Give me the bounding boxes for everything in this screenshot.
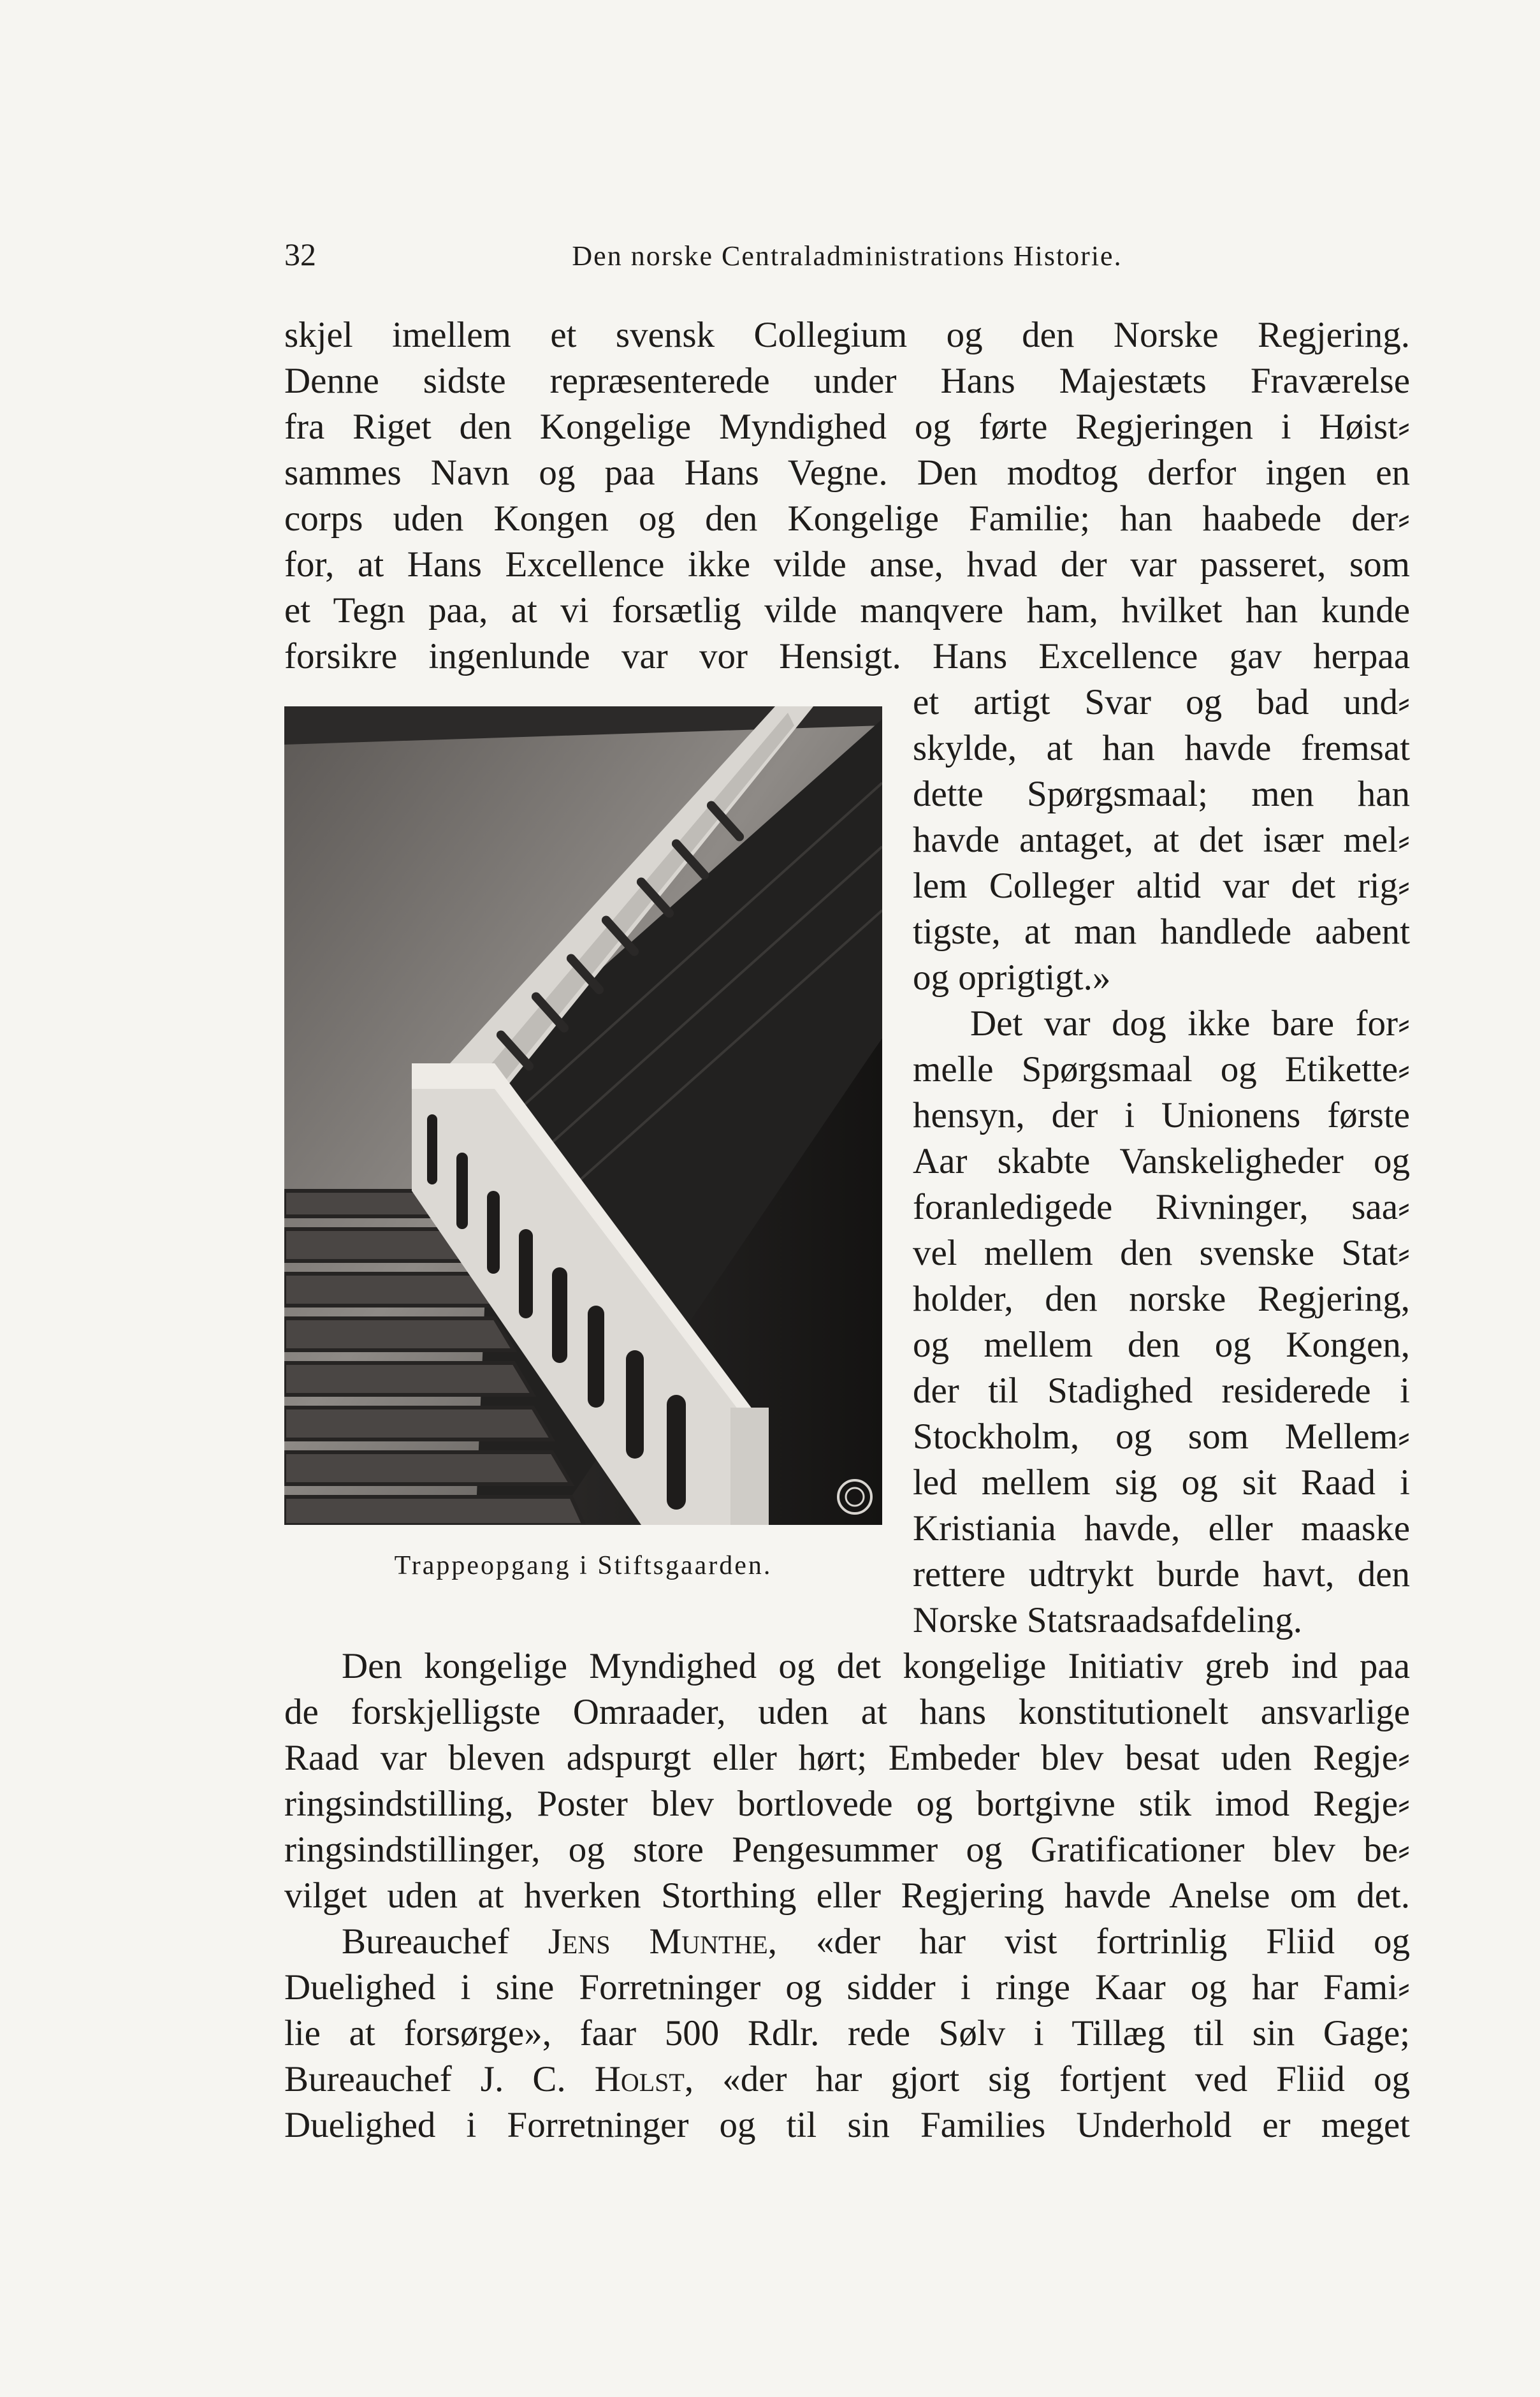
text-line: led mellem sig og sit Raad i xyxy=(913,1462,1410,1503)
text-line: corps uden Kongen og den Kongelige Familie; han haabede der⸗ xyxy=(284,499,1410,539)
text-line: Raad var bleven adspurgt eller hørt; Embeder blev besat uden Regje⸗ xyxy=(284,1738,1410,1778)
text-line: Aar skabte Vanskeligheder og xyxy=(913,1141,1410,1181)
text-line: ringsindstillinger, og store Pengesummer og Gratificationer blev be⸗ xyxy=(284,1830,1410,1870)
text-line xyxy=(342,1919,1410,1965)
text-span: Bureauchef xyxy=(342,1921,548,1962)
text-line: holder, den norske Regjering, xyxy=(913,1279,1410,1319)
text-line: foranledigede Rivninger, saa⸗ xyxy=(913,1187,1410,1227)
text-line: Den kongelige Myndighed og det kongelige Initiativ greb ind paa xyxy=(342,1646,1410,1686)
text-line: et artigt Svar og bad und⸗ xyxy=(913,682,1410,722)
page-number: 32 xyxy=(284,237,316,272)
text-line: dette Spørgsmaal; men han xyxy=(913,774,1410,814)
text-line: sammes Navn og paa Hans Vegne. Den modtog derfor ingen en xyxy=(284,453,1410,493)
staircase-photograph xyxy=(284,706,882,1525)
text-line: Stockholm, og som Mellem⸗ xyxy=(913,1417,1410,1457)
text-line: vilget uden at hverken Storthing eller Regjering havde Anelse om det. xyxy=(284,1876,1410,1916)
text-line: de forskjelligste Omraader, uden at hans konstitutionelt ansvarlige xyxy=(284,1692,1410,1732)
text-line: Duelighed i Forretninger og til sin Families Underhold er meget xyxy=(284,2105,1410,2145)
running-title: Den norske Centraladministrations Historie. xyxy=(572,240,1122,272)
figure-caption: Trappeopgang i Stiftsgaarden. xyxy=(394,1551,773,1580)
staircase-photograph-icon xyxy=(284,706,882,1525)
text-line: tigste, at man handlede aabent xyxy=(913,912,1410,952)
text-span: , «der har vist fortrinlig Fliid og xyxy=(767,1921,1410,1962)
text-line: forsikre ingenlunde var vor Hensigt. Hans Excellence gav herpaa xyxy=(284,636,1410,676)
text-line: skylde, at han havde fremsat xyxy=(913,728,1410,768)
text-line: Kristiania havde, eller maaske xyxy=(913,1508,1410,1548)
text-line xyxy=(284,2057,1410,2102)
text-line: Denne sidste repræsenterede under Hans Majestæts Fraværelse xyxy=(284,361,1410,401)
text-line: der til Stadighed residerede i xyxy=(913,1371,1410,1411)
text-line: Det var dog ikke bare for⸗ xyxy=(970,1003,1410,1044)
text-line: lem Colleger altid var det rig⸗ xyxy=(913,866,1410,906)
text-line: og mellem den og Kongen, xyxy=(913,1325,1410,1365)
text-line: hensyn, der i Unionens første xyxy=(913,1095,1410,1135)
text-line: rettere udtrykt burde havt, den xyxy=(913,1554,1410,1594)
text-line: ringsindstilling, Poster blev bortlovede og bortgivne stik imod Regje⸗ xyxy=(284,1784,1410,1824)
text-line: fra Riget den Kongelige Myndighed og førte Regjeringen i Høist⸗ xyxy=(284,407,1410,447)
text-line: skjel imellem et svensk Collegium og den Norske Regjering. xyxy=(284,315,1410,355)
person-name: Holst xyxy=(594,2059,685,2099)
person-name: Jens Munthe xyxy=(548,1921,768,1962)
text-line: melle Spørgsmaal og Etikette⸗ xyxy=(913,1049,1410,1089)
text-span: Bureauchef J. C. xyxy=(284,2059,595,2099)
text-line: lie at forsørge», faar 500 Rdlr. rede Sølv i Tillæg til sin Gage; xyxy=(284,2013,1410,2053)
text-line: Duelighed i sine Forretninger og sidder i ringe Kaar og har Fami⸗ xyxy=(284,1967,1410,2007)
text-line: et Tegn paa, at vi forsætlig vilde manqvere ham, hvilket han kunde xyxy=(284,590,1410,630)
text-line: vel mellem den svenske Stat⸗ xyxy=(913,1233,1410,1273)
page-header xyxy=(284,236,1410,280)
text-line: havde antaget, at det især mel⸗ xyxy=(913,820,1410,860)
text-line: for, at Hans Excellence ikke vilde anse, hvad der var passeret, som xyxy=(284,544,1410,585)
text-line: Norske Statsraadsafdeling. xyxy=(913,1600,1302,1640)
text-line: og oprigtigt.» xyxy=(913,958,1111,998)
text-span: , «der har gjort sig fortjent ved Fliid og xyxy=(684,2059,1410,2099)
